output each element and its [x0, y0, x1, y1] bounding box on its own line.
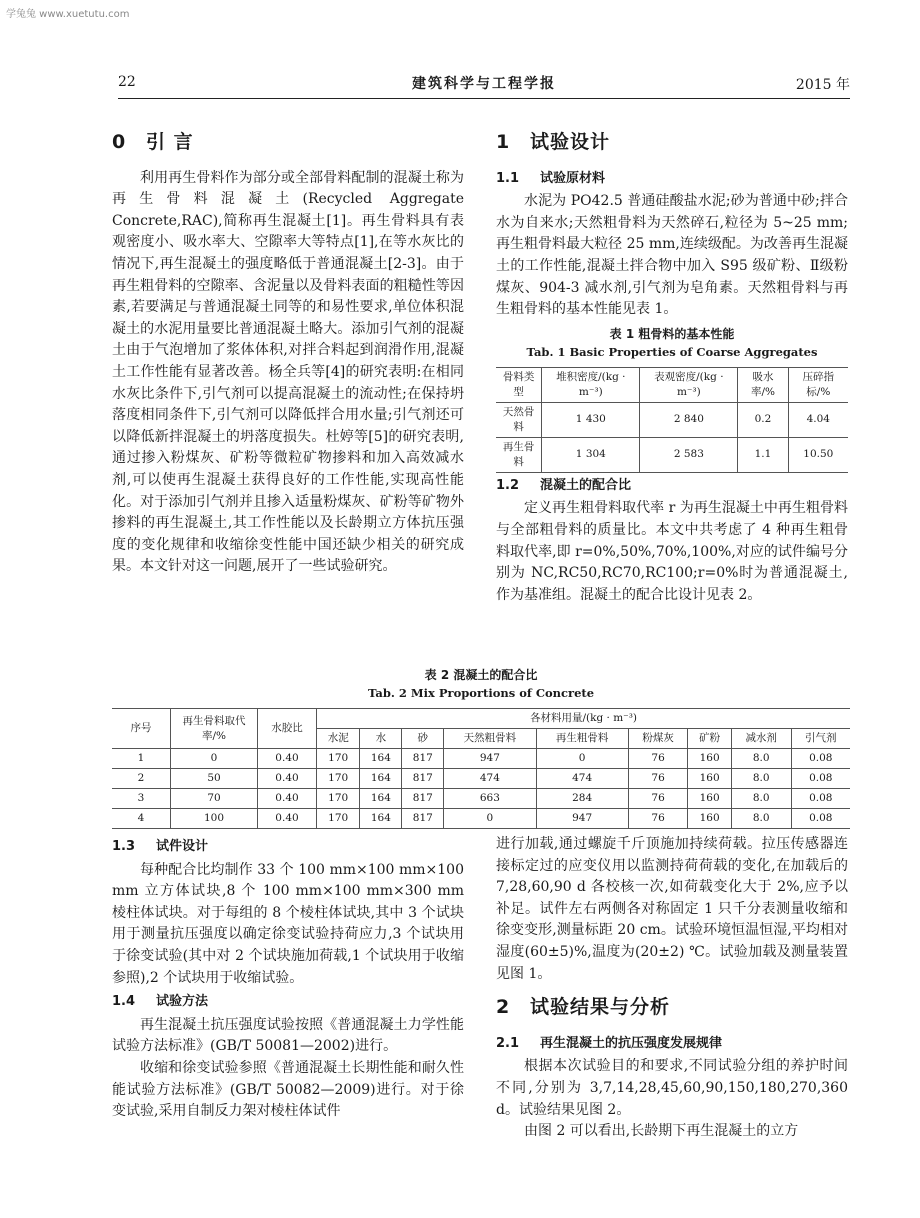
table-cell: 4.04 — [788, 402, 848, 437]
table-cell: 817 — [402, 789, 444, 809]
table-cell: 160 — [688, 789, 731, 809]
table-cell: 100 — [171, 809, 258, 829]
section-0-heading — [112, 132, 464, 154]
table1-caption-en: Tab. 1 Basic Properties of Coarse Aggregates — [526, 344, 818, 359]
table2-caption-zh: 表 2 混凝土的配合比 — [424, 668, 538, 682]
table-cell: 1 — [112, 749, 171, 769]
table-header-cell: 骨料类型 — [496, 367, 542, 402]
table-cell: 0.40 — [258, 749, 317, 769]
table-cell: 76 — [628, 809, 688, 829]
right-column — [496, 124, 848, 606]
subsection-title: 再生混凝土的抗压强度发展规律 — [540, 1035, 723, 1051]
method-continuation: 进行加载,通过螺旋千斤顶施加持续荷载。拉压传感器连接标定过的应变仪用以监测持荷荷载的变化,在加载后的 7,28,60,90 d 各校核一次,如荷载变化大于 2%,应予以补足。试件左右两侧各对称固定 1 只千分表测量收缩和徐变变形,测量标距 20 cm。试验环境恒温恒湿,平均相对湿度(60±5)%,温度为(20±2) ℃。试验加载及测量装置见图 1。 — [496, 836, 848, 982]
table-cell: 170 — [317, 769, 360, 789]
table-cell: 0.40 — [258, 769, 317, 789]
results-paragraph-1: 根据本次试验目的和要求,不同试验分组的养护时间不同,分别为 3,7,14,28,45,60,90,150,180,270,360 d。试验结果见图 2。 — [496, 1058, 848, 1118]
table-cell: 0.08 — [791, 789, 850, 809]
table-cell: 817 — [402, 749, 444, 769]
subsection-1-1-heading — [496, 168, 848, 190]
table-header-cell: 表观密度/(kg · m⁻³) — [640, 367, 738, 402]
table-header-cell: 水胶比 — [258, 709, 317, 749]
table-row — [112, 749, 850, 769]
section-number: 0 — [112, 131, 127, 153]
subsection-number: 1.4 — [112, 994, 136, 1010]
subsection-1-3-heading — [112, 836, 464, 858]
method-paragraph-2: 收缩和徐变试验参照《普通混凝土长期性能和耐久性能试验方法标准》(GB/T 50082—2009)进行。对于徐变试验,采用自制反力架对棱柱体试件 — [112, 1059, 464, 1120]
left-column — [112, 124, 464, 578]
table-cell: 1 304 — [542, 437, 640, 472]
method-paragraph-1: 再生混凝土抗压强度试验按照《普通混凝土力学性能试验方法标准》(GB/T 50081—2002)进行。 — [112, 1016, 464, 1055]
subsection-title: 试验方法 — [156, 994, 209, 1010]
table-cell: 0.2 — [738, 402, 788, 437]
section-title: 引 言 — [146, 131, 194, 153]
table-header-cell: 砂 — [402, 729, 444, 749]
table-cell: 947 — [444, 749, 536, 769]
table-row — [496, 402, 848, 437]
table-cell: 170 — [317, 809, 360, 829]
table-row — [112, 809, 850, 829]
table-header-cell: 粉煤灰 — [628, 729, 688, 749]
table-cell: 817 — [402, 809, 444, 829]
table-row — [496, 437, 848, 472]
table2-caption-en: Tab. 2 Mix Proportions of Concrete — [367, 686, 595, 700]
table-cell: 160 — [688, 809, 731, 829]
table-cell: 1.1 — [738, 437, 788, 472]
subsection-1-2-heading — [496, 475, 848, 497]
table-cell: 0.08 — [791, 809, 850, 829]
subsection-2-1-heading — [496, 1033, 848, 1055]
year: 2015 年 — [795, 77, 850, 93]
section-title: 试验结果与分析 — [530, 996, 671, 1019]
table-cell: 0 — [536, 749, 628, 769]
specimen-paragraph: 每种配合比均制作 33 个 100 mm×100 mm×100 mm 立方体试块,8 个 100 mm×100 mm×300 mm 棱柱体试块。对于每组的 8 个棱柱体试块,其中 3 个试块用于测量抗压强度以确定徐变试验持荷应力,3 个试块用于徐变试验(其中对 2 个试块施加荷载,1 个试块用于收缩参照),2 个试块用于收缩试验。 — [112, 861, 464, 986]
table-cell: 2 — [112, 769, 171, 789]
table-cell: 663 — [444, 789, 536, 809]
table-cell: 8.0 — [731, 769, 791, 789]
table-cell: 70 — [171, 789, 258, 809]
table-header-cell: 引气剂 — [791, 729, 850, 749]
table-cell: 2 840 — [640, 402, 738, 437]
table-header-cell: 再生粗骨料 — [536, 729, 628, 749]
table-cell: 474 — [444, 769, 536, 789]
subsection-number: 1.1 — [496, 170, 520, 186]
table-cell: 284 — [536, 789, 628, 809]
section-title: 试验设计 — [530, 131, 611, 153]
table-header-cell: 矿粉 — [688, 729, 731, 749]
table-cell: 474 — [536, 769, 628, 789]
right-column-lower — [496, 834, 848, 1143]
results-paragraph-2: 由图 2 可以看出,长龄期下再生混凝土的立方 — [524, 1123, 799, 1140]
subsection-title: 混凝土的配合比 — [540, 477, 632, 493]
table-cell: 2 583 — [640, 437, 738, 472]
table-header-row — [496, 367, 848, 402]
table-cell: 0.08 — [791, 749, 850, 769]
table-cell: 8.0 — [731, 749, 791, 769]
table-cell: 50 — [171, 769, 258, 789]
table-header-cell: 堆积密度/(kg · m⁻³) — [542, 367, 640, 402]
table-cell: 4 — [112, 809, 171, 829]
running-header — [118, 70, 850, 99]
table-cell: 76 — [628, 749, 688, 769]
section-1-heading — [496, 132, 848, 154]
table-cell: 天然骨料 — [496, 402, 542, 437]
subsection-title: 试验原材料 — [540, 170, 606, 186]
table-cell: 164 — [360, 789, 402, 809]
table-cell: 76 — [628, 769, 688, 789]
table-cell: 160 — [688, 749, 731, 769]
table-cell: 0.08 — [791, 769, 850, 789]
table-cell: 164 — [360, 749, 402, 769]
table-cell: 8.0 — [731, 809, 791, 829]
table-cell: 10.50 — [788, 437, 848, 472]
table-cell: 164 — [360, 809, 402, 829]
table-1 — [496, 367, 848, 473]
table-cell: 947 — [536, 809, 628, 829]
table-header-cell: 压碎指标/% — [788, 367, 848, 402]
table-cell: 再生骨料 — [496, 437, 542, 472]
table-header-row — [112, 709, 850, 729]
table-cell: 0 — [171, 749, 258, 769]
table-header-cell: 序号 — [112, 709, 171, 749]
table-cell: 1 430 — [542, 402, 640, 437]
table-row — [112, 769, 850, 789]
table-cell: 160 — [688, 769, 731, 789]
table-cell: 0.40 — [258, 809, 317, 829]
left-column-lower — [112, 834, 464, 1123]
table-cell: 0 — [444, 809, 536, 829]
mix-paragraph: 定义再生粗骨料取代率 r 为再生混凝土中再生粗骨料与全部粗骨料的质量比。本文中共考虑了 4 种再生粗骨料取代率,即 r=0%,50%,70%,100%,对应的试件编号分别为 NC,RC50,RC70,RC100;r=0%时为普通混凝土,作为基准组。混凝土的配合比设计见表 2。 — [496, 500, 848, 603]
subsection-number: 1.3 — [112, 839, 136, 854]
table-header-cell: 减水剂 — [731, 729, 791, 749]
subsection-1-4-heading — [112, 991, 464, 1013]
table-cell: 0.40 — [258, 789, 317, 809]
table-cell: 3 — [112, 789, 171, 809]
table-header-cell: 各材料用量/(kg · m⁻³) — [317, 709, 851, 729]
subsection-number: 2.1 — [496, 1035, 520, 1051]
table-cell: 76 — [628, 789, 688, 809]
table-2 — [112, 708, 850, 829]
table-row — [112, 789, 850, 809]
table-header-cell: 再生骨料取代率/% — [171, 709, 258, 749]
table-cell: 164 — [360, 769, 402, 789]
subsection-title: 试件设计 — [156, 839, 209, 854]
section-number: 2 — [496, 996, 511, 1019]
page-number: 22 — [118, 74, 136, 90]
table-cell: 8.0 — [731, 789, 791, 809]
table-header-cell: 吸水率/% — [738, 367, 788, 402]
table-cell: 170 — [317, 789, 360, 809]
table-header-cell: 天然粗骨料 — [444, 729, 536, 749]
journal-title: 建筑科学与工程学报 — [412, 76, 556, 92]
table1-caption-zh: 表 1 粗骨料的基本性能 — [609, 326, 735, 341]
intro-paragraph: 利用再生骨料作为部分或全部骨料配制的混凝土称为再生骨料混凝土(Recycled Aggregate Concrete,RAC),简称再生混凝土[1]。再生骨料具有表观密度小、吸水率大、空隙率大等特点[1],在等水灰比的情况下,再生混凝土的强度略低于普通混凝土[2-3]。由于再生粗骨料的空隙率、含泥量以及骨料表面的粗糙性等因素,若要满足与普通混凝土同等的和易性要求,单位体积混凝土的水泥用量要比普通混凝土略大。添加引气剂的混凝土由于气泡增加了浆体体积,对拌合料起到润滑作用,混凝土工作性能有显著改善。杨全兵等[4]的研究表明:在相同水灰比条件下,引气剂可以提高混凝土的流动性;在保持坍落度相同条件下,引气剂可以降低拌合用水量;引气剂还可以降低新拌混凝土的坍落度损失。杜婷等[5]的研究表明,通过掺入粉煤灰、矿粉等微粒矿物掺料和加入高效减水剂,可以使再生混凝土获得良好的工作性能,实现高性能化。对于添加引气剂并且掺入适量粉煤灰、矿粉等矿物外掺料的再生混凝土,其工作性能以及长龄期立方体抗压强度的变化规律和收缩徐变性能中国还缺少相关的研究成果。本文针对这一问题,展开了一些试验研究。 — [112, 169, 464, 575]
section-2-heading — [496, 997, 848, 1019]
materials-paragraph: 水泥为 PO42.5 普通硅酸盐水泥;砂为普通中砂;拌合水为自来水;天然粗骨料为天然碎石,粒径为 5~25 mm;再生粗骨料最大粒径 25 mm,连续级配。为改善再生混凝土的工作性能,混凝土拌合物中加入 S95 级矿粉、Ⅱ级粉煤灰、904-3 减水剂,引气剂为皂角素。天然粗骨料与再生粗骨料的基本性能见表 1。 — [496, 193, 848, 318]
subsection-number: 1.2 — [496, 477, 520, 493]
table-cell: 170 — [317, 749, 360, 769]
table-header-cell: 水泥 — [317, 729, 360, 749]
table-2-block — [112, 666, 850, 829]
table-cell: 817 — [402, 769, 444, 789]
table-header-cell: 水 — [360, 729, 402, 749]
watermark: 学兔兔 www.xuetutu.com — [6, 9, 130, 20]
section-number: 1 — [496, 131, 511, 153]
